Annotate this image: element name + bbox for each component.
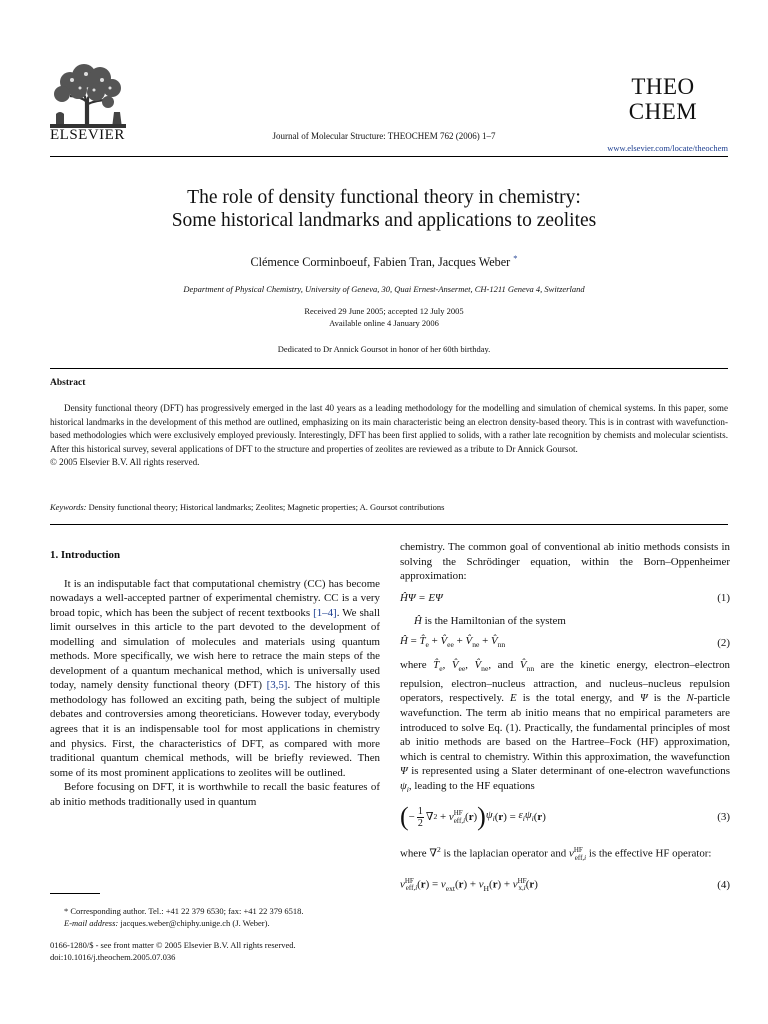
rc-paragraph-where: where $T̂_e$, $V̂_{ee}$, $V̂_{ne}$, and $V̂_{nn}$ are the kinetic energy, electron–electron repulsion, electron–nucleus attraction, and nucleus–nucleus repulsion operators, respectively. E is the total energy, and Ψ is the N-particle wavefunction. The term ab initio means that no empirical parameters are introduced to solve Eq. (1). Practically, the fundamental principles of most ab initio methods are based on the Hartree–Fock (HF) approximation, which is central to chemistry. Within this approximation, the wavefunction Ψ is represented using a Slater determinant of one-electron wavefunctions $\psi_i$, leading to the HF equations	[400, 659, 730, 794]
equation-1	[400, 584, 730, 614]
abstract-divider-top	[50, 368, 728, 369]
abstract-copyright: © 2005 Elsevier B.V. All rights reserved.	[50, 457, 200, 468]
header-divider	[50, 156, 728, 157]
elsevier-tree-logo	[50, 62, 126, 128]
h-symbol: Ĥ	[414, 614, 422, 627]
right-column	[400, 540, 730, 900]
equation-1-body: ĤΨ = EΨ	[400, 592, 443, 605]
intro-paragraph-1	[50, 577, 380, 781]
email-label: E-mail address:	[64, 918, 119, 928]
front-matter	[50, 939, 296, 963]
author-list	[0, 253, 768, 270]
dedication: Dedicated to Dr Annick Goursot in honor of her 60th birthday.	[277, 344, 491, 354]
equation-3	[400, 797, 730, 837]
journal-url-link[interactable]: www.elsevier.com/locate/theochem	[607, 143, 728, 153]
lap-text-b: is the laplacian operator and	[440, 848, 569, 861]
equation-4-body: $v^{HF}_{eff,i}(r) = v_{ext}(r) + v_H(r) + v^{HF}_{x,i}(r)$	[400, 876, 538, 893]
equation-3-body: ( − 1 2 ∇ 2 + v HF eff,i ( r ) ) $\psi_i$ ( r ) = $\varepsilon_i\psi_i$ ( r )	[400, 802, 546, 832]
abstract-body	[50, 402, 728, 470]
affiliation: Department of Physical Chemistry, University of Geneva, 30, Quai Ernest-Ansermet, CH-1211 Geneva 4, Switzerland	[183, 284, 585, 294]
footnote-divider	[50, 893, 100, 894]
title-line-1: The role of density functional theory in chemistry:	[187, 187, 581, 208]
where-text-c: is the	[647, 692, 687, 705]
where-text-a: are the kinetic energy, electron–electron repulsion, electron–nucleus attraction, and nucleus–nucleus repulsion operators, respectively.	[400, 659, 730, 705]
hamiltonian-text: is the Hamiltonian of the system	[421, 614, 566, 627]
doi-line[interactable]: doi:10.1016/j.theochem.2005.07.036	[50, 952, 176, 962]
citation-link-3-5[interactable]: [3,5]	[266, 679, 288, 692]
where-text-f: , leading to the HF equations	[408, 779, 535, 792]
journal-logo-line2: CHEM	[628, 99, 698, 124]
intro-p1-text-b: . We shall limit ourselves in this article to the part devoted to the development of modelling and simulation of molecules and materials using quantum methods. More specifically, we wish here to retrace the main steps of the development of a quantum mechanical method, which is universally used today, namely density functional theory (DFT)	[50, 606, 381, 692]
citation-link-1-4[interactable]: [1–4]	[313, 606, 337, 619]
issn-line: 0166-1280/$ - see front matter © 2005 Elsevier B.V. All rights reserved.	[50, 940, 296, 950]
equation-2-body: Ĥ = $T̂_e$ + $V̂_{ee}$ + $V̂_{ne}$ + $V̂_{nn}$	[400, 634, 506, 649]
rc-paragraph-laplacian: where ∇$^2$ is the laplacian operator and $v^{HF}_{eff,i}$ is the effective HF operator:	[400, 845, 712, 863]
publisher-name: ELSEVIER	[50, 127, 125, 143]
keywords-list: Density functional theory; Historical landmarks; Zeolites; Magnetic properties; A. Goursot contributions	[86, 502, 445, 512]
rc-paragraph-0: chemistry. The common goal of conventional ab initio methods consists in solving the Schrödinger equation, within the Born–Oppenheimer approximation:	[400, 541, 730, 583]
corresponding-author-note: * Corresponding author. Tel.: +41 22 379 6530; fax: +41 22 379 6518.	[64, 906, 304, 916]
received-date: Received 29 June 2005; accepted 12 July 2005	[304, 306, 464, 316]
intro-p1-text-a: It is an indisputable fact that computational chemistry (CC) has become nowadays a well-accepted partner of experimental chemistry. CC is a very broad topic, which has been the subject of recent textbooks	[50, 577, 380, 619]
article-dates	[0, 305, 768, 329]
abstract-paragraph: Density functional theory (DFT) has progressively emerged in the last 40 years as a leading methodology for the modelling and simulation of chemical systems. In this paper, some historical landmarks in the development of this method are outlined, emphasizing on its main characteristic being an electron density-based theory. This is in contrast with wavefunction-based methodologies which were exclusively employed previously. Interestingly, DFT has been first applied to solids, with a rather late recognition by chemists and molecular scientists. After this historical survey, several applications of DFT to the structure and properties of zeolites are reviewed as a tribute to Dr Annick Goursot.	[50, 403, 728, 454]
equation-2-number: (2)	[717, 636, 730, 649]
footnote	[50, 905, 380, 929]
where-text-e: is represented using a Slater determinant of one-electron wavefunctions	[407, 765, 730, 778]
corresponding-author-mark[interactable]: *	[513, 253, 518, 263]
left-column	[50, 548, 380, 809]
equation-2	[400, 628, 730, 658]
intro-p1-text-c: . The history of this methodology has followed an exciting path, being the subject of multiple debates and controversies among theoreticians. However today, everybody agrees that it is an indispensable tool for most applications in chemistry and physics. First, the characteristics of DFT, as compared with more traditional quantum chemical methods, will be briefly reviewed. Then some of its most prominent applications to zeolites will be outlined.	[50, 679, 380, 779]
intro-paragraph-2: Before focusing on DFT, it is worthwhile to recall the basic features of ab initio methods traditionally used in quantum	[50, 781, 380, 808]
authors: Clémence Corminboeuf, Fabien Tran, Jacques Weber	[250, 255, 511, 270]
journal-logo-line1: THEO	[631, 74, 695, 99]
equation-4-number: (4)	[717, 878, 730, 891]
available-date: Available online 4 January 2006	[329, 318, 439, 328]
where-text-d: -particle wavefunction. The term ab initio means that no empirical parameters are introduced to solve Eq. (1). Practically, the fundamental principles of most ab initio methods are based on the Hartree–Fock (HF) approximation, which is central to chemistry. Within this approximation, the wavefunction	[400, 692, 730, 763]
hamiltonian-line	[400, 614, 730, 629]
equation-3-number: (3)	[717, 811, 730, 824]
email-line	[50, 917, 380, 929]
title-line-2: Some historical landmarks and applications to zeolites	[171, 210, 597, 231]
equation-1-number: (1)	[717, 592, 730, 605]
keywords	[50, 502, 444, 512]
equation-4	[400, 870, 730, 900]
where-text-b: is the total energy, and	[516, 692, 641, 705]
lap-text-a: where ∇	[400, 848, 437, 861]
journal-logo	[598, 74, 728, 124]
journal-citation: Journal of Molecular Structure: THEOCHEM 762 (2006) 1–7	[272, 131, 496, 141]
section-heading-introduction: 1. Introduction	[50, 549, 120, 561]
abstract-heading: Abstract	[50, 378, 86, 388]
email-address[interactable]: jacques.weber@chiphy.unige.ch (J. Weber).	[118, 918, 270, 928]
lap-text-c: is the effective HF operator:	[586, 848, 712, 861]
abstract-divider-bottom	[50, 524, 728, 525]
keywords-label: Keywords:	[50, 502, 87, 512]
article-title	[40, 186, 728, 232]
